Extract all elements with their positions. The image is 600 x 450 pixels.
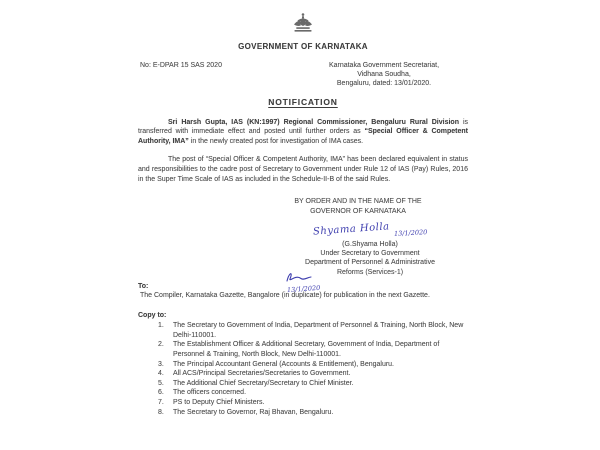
transfer-text: is transferred with immediate effect and posted until further orders as <box>138 118 469 136</box>
signatory-designation-1: Under Secretary to Government <box>320 250 420 258</box>
by-order-line: BY ORDER AND IN THE NAME OF THE <box>294 198 422 206</box>
copy-to-item: The Secretary to Governor, Raj Bhavan, Bengaluru. <box>173 408 334 416</box>
by-order-block <box>258 197 458 216</box>
karnataka-emblem-icon <box>290 12 316 36</box>
reference-row <box>138 61 468 89</box>
transfer-text-tail: in the newly created post for investigation of IMA cases. <box>188 137 364 145</box>
to-body: The Compiler, Karnataka Gazette, Bangalore (in duplicate) for publication in the next Gazette. <box>140 292 430 300</box>
copy-to-item: The Additional Chief Secretary/Secretary to Chief Minister. <box>173 379 354 387</box>
signature-block <box>284 221 456 294</box>
second-signature-date: 13/1/2020 <box>286 283 321 294</box>
signature-handwriting: Shyama Holla <box>312 221 390 238</box>
government-title: GOVERNMENT OF KARNATAKA <box>238 42 368 51</box>
transfer-paragraph <box>138 118 468 147</box>
copy-to-list <box>138 321 468 417</box>
notification-heading: NOTIFICATION <box>268 97 338 108</box>
officer-name-bold: Sri Harsh Gupta, IAS (KN:1997) Regional Commissioner, Bengaluru Rural Division <box>168 118 459 126</box>
copy-to-item: The Secretary to Government of India, Department of Personnel & Training, North Block, New Delhi-110001. <box>173 322 464 339</box>
signatory-name: (G.Shyama Holla) <box>342 240 398 248</box>
notification-heading-wrap <box>138 98 468 109</box>
copy-to-item: PS to Deputy Chief Ministers. <box>173 398 265 406</box>
governor-line: GOVERNOR OF KARNATAKA <box>310 207 406 215</box>
copy-to-item: The Principal Accountant General (Accounts & Entitlement), Bengaluru. <box>173 360 395 368</box>
initials-scribble-icon <box>284 271 314 284</box>
signatory-designation-3: Reforms (Services-1) <box>336 268 404 276</box>
signatory-designation-2: Department of Personnel & Administrative <box>305 259 435 267</box>
copy-to-item: The officers concerned. <box>173 389 247 397</box>
government-notification-document <box>138 10 468 417</box>
address-line-1: Karnataka Government Secretariat, <box>328 61 440 69</box>
to-label: To: <box>138 282 149 290</box>
post-title-bold: “Special Officer & Competent Authority, IMA” <box>138 128 468 145</box>
post-equivalence-paragraph: The post of “Special Officer & Competent Authority, IMA” has been declared equivalent in status and responsibilities to the cadre post of Secretary to Government under Rule 12 of IAS (Pay) Rules, 2016 in the Super Time Scale of IAS as included in the Schedule-II-B of the said Rules. <box>138 156 468 183</box>
signature-date-handwriting: 13/1/2020 <box>393 228 428 238</box>
secretariat-address <box>300 61 468 89</box>
copy-to-label: Copy to: <box>138 311 167 319</box>
copy-to-item: The Establishment Officer & Additional Secretary, Government of India, Department of Personnel & Training, North Block, New Delhi-110001. <box>173 341 440 358</box>
address-line-3: Bengaluru, dated: 13/01/2020. <box>336 79 432 87</box>
copy-to-item: All ACS/Principal Secretaries/Secretaries to Government. <box>173 370 351 378</box>
reference-number: No: E-DPAR 15 SAS 2020 <box>140 61 222 69</box>
handwritten-signature-row <box>284 221 456 240</box>
address-line-2: Vidhana Soudha, <box>357 70 411 78</box>
second-signature-scribble <box>284 271 330 293</box>
emblem-container <box>138 12 468 36</box>
